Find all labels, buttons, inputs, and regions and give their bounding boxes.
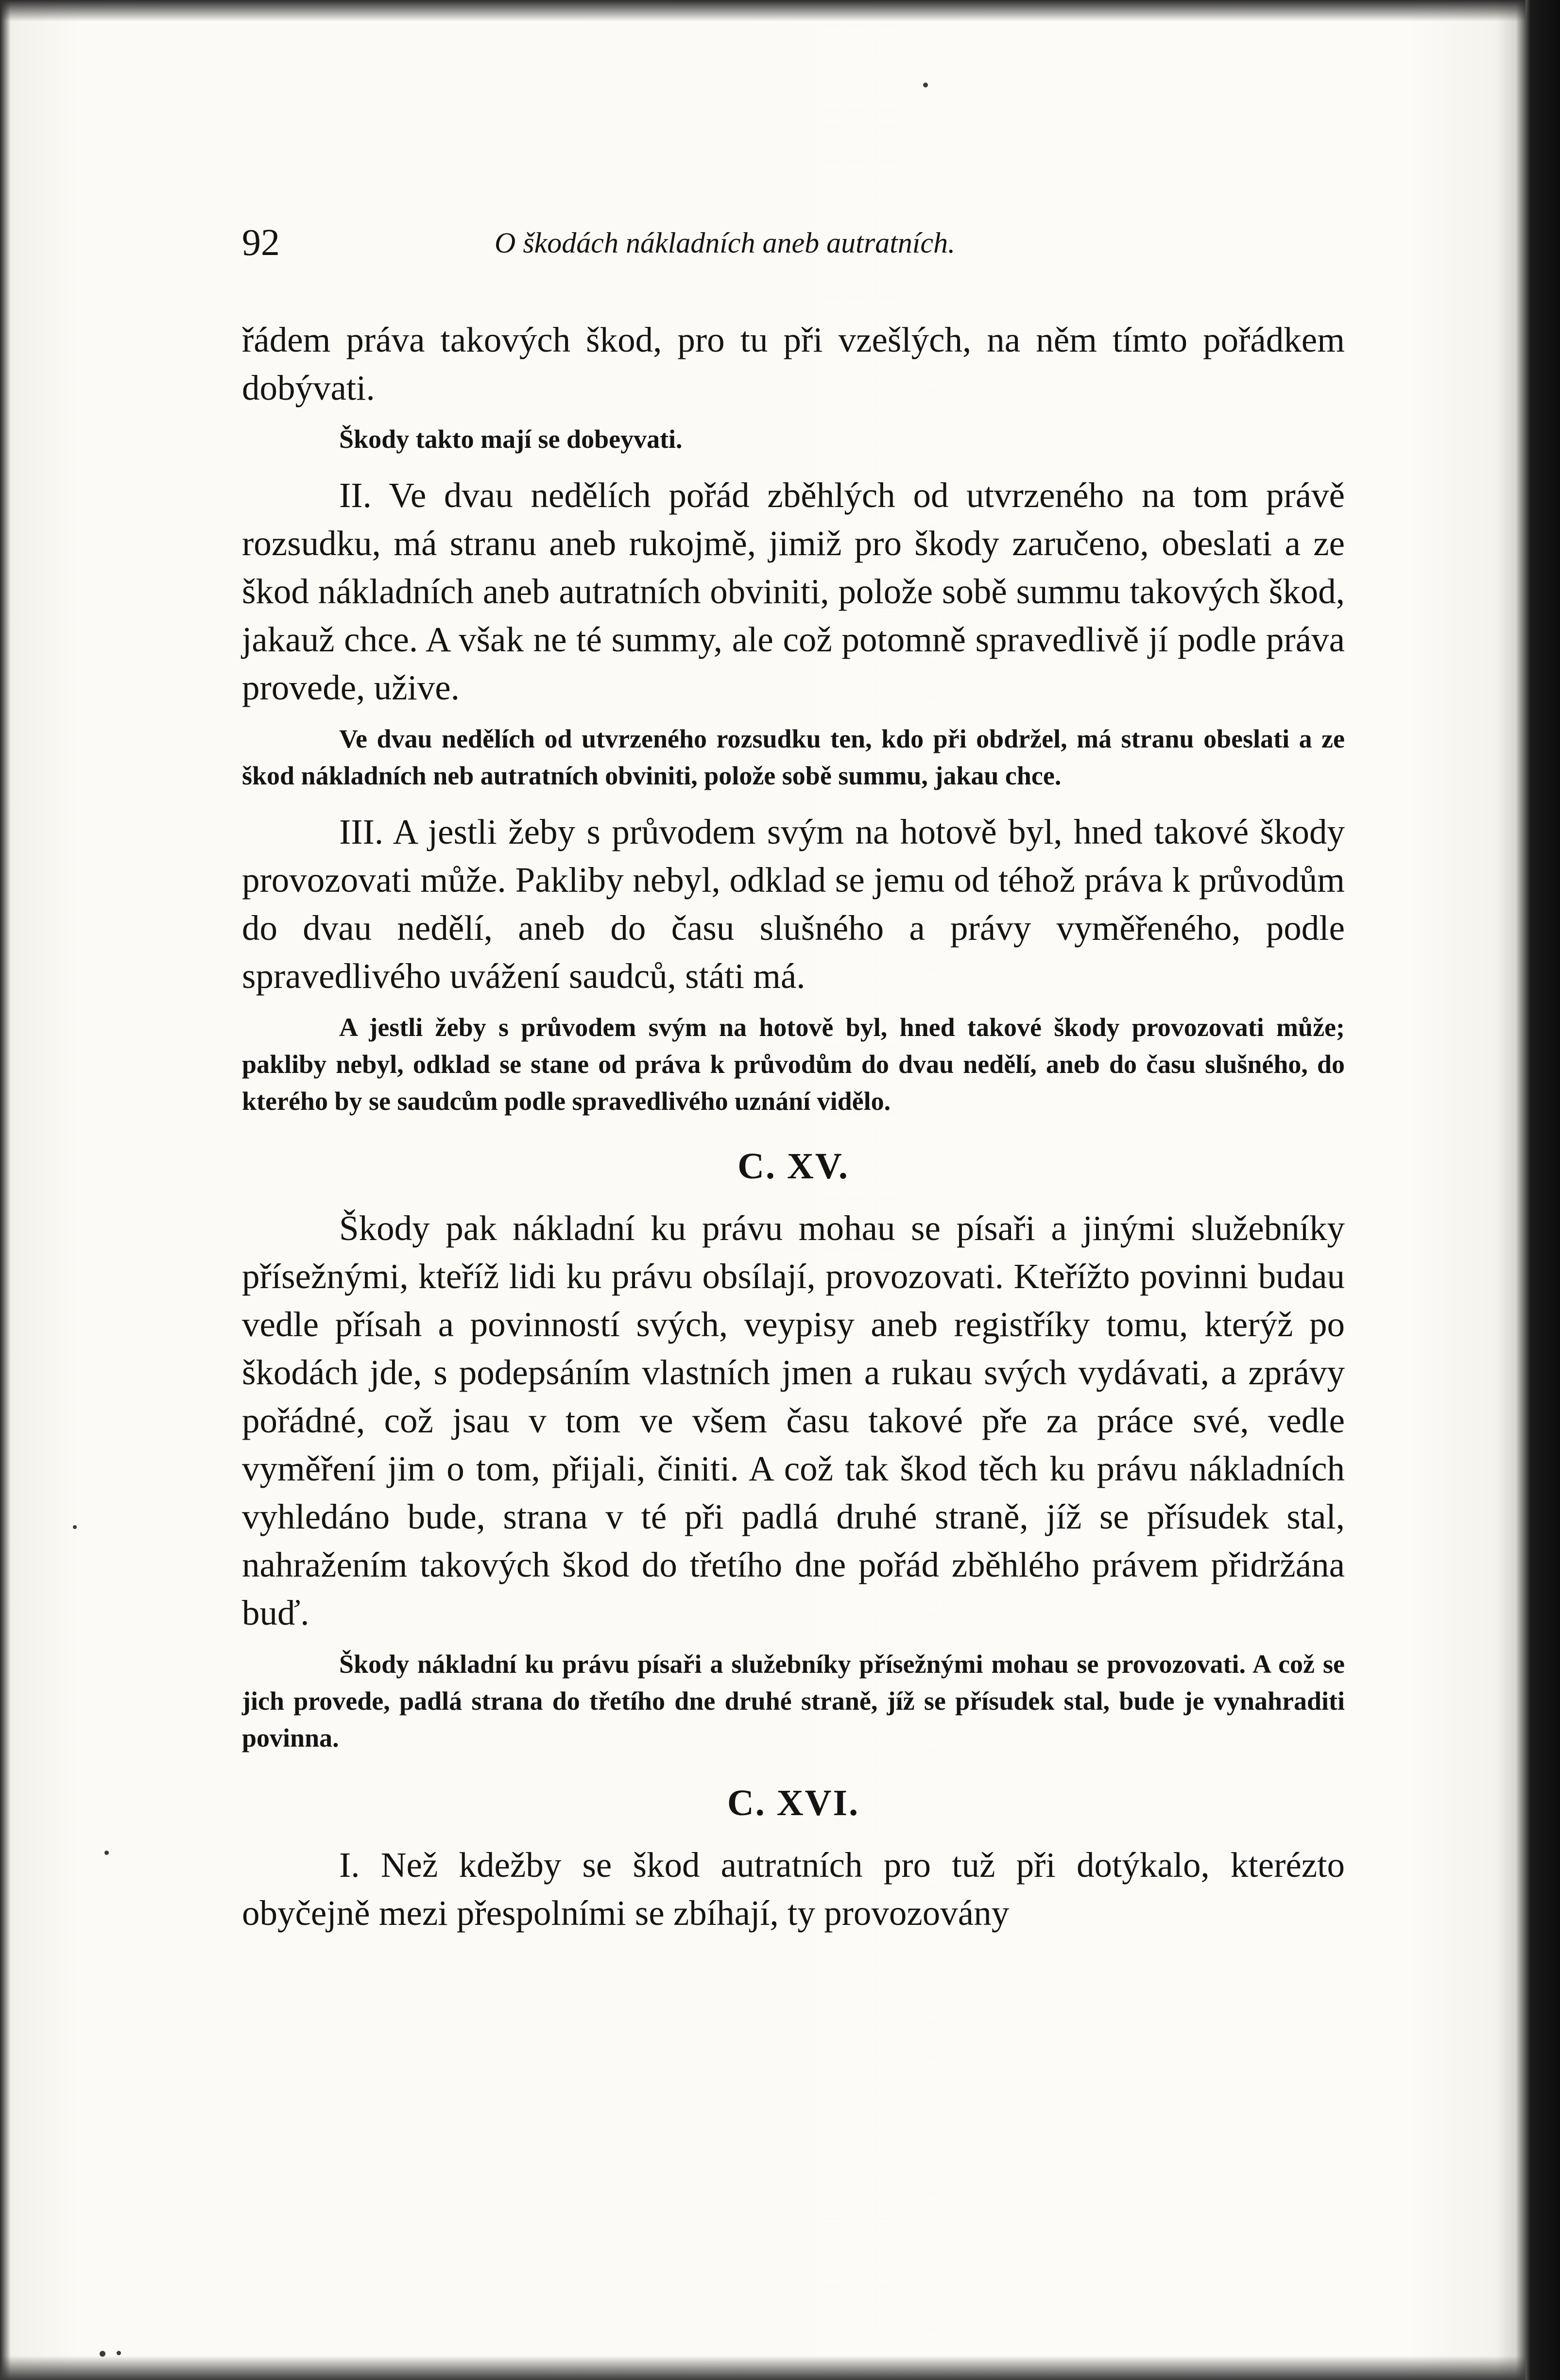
ink-speck — [117, 2351, 121, 2355]
scan-top-edge — [0, 0, 1526, 21]
paragraph-chapter-xvi: I. Než kdežby se škod autratních pro tuž při dotýkalo, kterézto obyčejně mezi přespolními se zbíhají, ty provozovány — [242, 1845, 1345, 1933]
paragraph-section-iii: III. A jestli žeby s průvodem svým na hotově byl, hned takové škody provozovati může. Pakliby nebyl, odklad se jemu od téhož práva k průvodům do dvau nedělí, aneb do času slušného a právy vyměřeného, podle spravedlivého uvážení saudců, státi má. — [242, 812, 1345, 996]
running-title: O škodách nákladních aneb autratních. — [495, 227, 956, 259]
scan-bottom-edge — [0, 2356, 1526, 2380]
summary-note: Škody takto mají se dobeyvati. — [339, 425, 683, 454]
ink-speck — [923, 83, 928, 87]
chapter-heading-xv: C. XV. — [737, 1146, 849, 1187]
page-number: 92 — [242, 221, 280, 263]
ink-speck — [73, 1525, 77, 1529]
paragraph-section-ii: II. Ve dvau nedělích pořád zběhlých od utvrzeného na tom právě rozsudku, má stranu aneb rukojmě, jimiž pro škody zaručeno, obeslati a ze škod nákladních aneb autratních obviniti, polože sobě summu takových škod, jakauž chce. A však ne té summy, ale což potomně spravedlivě jí podle práva provede, užive. — [242, 476, 1345, 707]
ink-speck — [104, 1851, 109, 1855]
summary-note: A jestli žeby s průvodem svým na hotově byl, hned takové škody provozovati může; pakliby nebyl, odklad se stane od práva k průvodům do dvau nedělí, aneb do času slušného, do kterého by se saudcům podle spravedlivého uznání vidělo. — [242, 1013, 1345, 1116]
summary-note: Škody nákladní ku právu písaři a služebníky přísežnými mohau se provozovati. A což se jich provede, padlá strana do třetího dne druhé straně, jíž se přísudek stal, bude je vynahraditi povinna. — [242, 1649, 1345, 1752]
page-header — [242, 194, 1345, 262]
paragraph-continuation: řádem práva takových škod, pro tu při vzešlých, na něm tímto pořádkem dobývati. — [242, 320, 1345, 408]
paragraph-chapter-xv: Škody pak nákladní ku právu mohau se písaři a jinými služebníky přísežnými, kteříž lidi ku právu obsílají, provozovati. Kteřížto povinni budau vedle přísah a povinností svých, veypisy aneb registříky tomu, kterýž po škodách jde, s podepsáním vlastních jmen a rukau svých vydávati, a zprávy pořádné, což jsau v tom ve všem času takové pře za práce své, vedle vyměření jim o tom, přijali, činiti. A což tak škod těch ku právu nákladních vyhledáno bude, strana v té při padlá druhé straně, jíž se přísudek stal, nahražením takových škod do třetího dne pořád zběhlého právem přidržána buď. — [242, 1208, 1345, 1632]
page-content — [242, 194, 1345, 1937]
chapter-heading-xvi: C. XVI. — [727, 1783, 860, 1823]
ink-speck — [100, 2351, 105, 2357]
summary-note: Ve dvau nedělích od utvrzeného rozsudku ten, kdo při obdržel, má stranu obeslati a ze škod nákladních neb autratních obviniti, polože sobě summu, jakau chce. — [242, 724, 1345, 790]
